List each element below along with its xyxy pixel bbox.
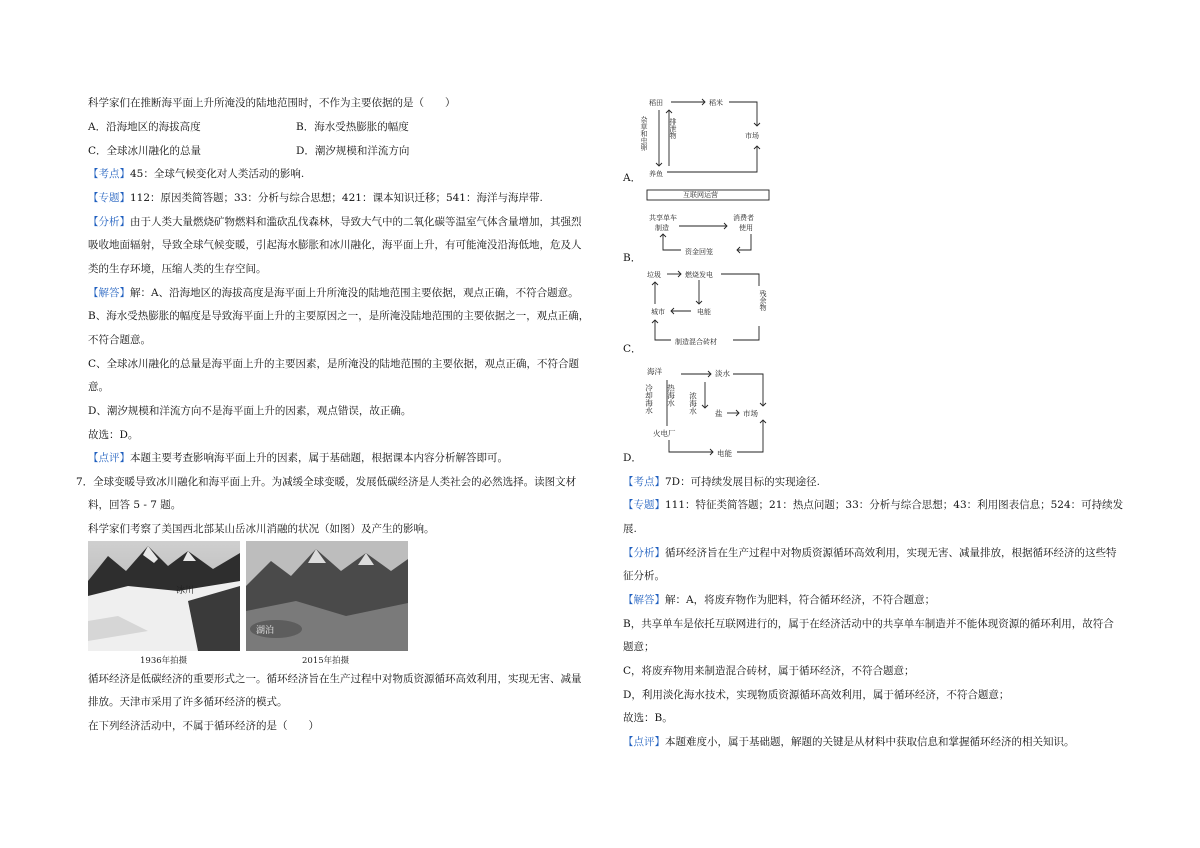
r-jieda-text: 解：A，将废弃物作为肥料，符合循环经济，不符合题意； bbox=[665, 594, 936, 606]
r-jieda-tag: 【解答】 bbox=[623, 594, 665, 606]
jieda-text: 解：A、沿海地区的海拔高度是海平面上升所淹没的陆地范围主要依据，观点正确，不符合题意。 bbox=[130, 287, 579, 299]
zhuanti-text: 112：原因类简答题；33：分析与综合思想；421：课本知识迁移；541：海洋与海岸带. bbox=[130, 192, 543, 204]
option-b-label: B． bbox=[623, 252, 642, 264]
fenxi-line-3: 类的生存环境，压缩人类的生存空间。 bbox=[88, 263, 267, 275]
glacier-label: 冰川 bbox=[176, 586, 195, 596]
diagC-residue: 残余物 bbox=[759, 290, 767, 311]
jieda-line bbox=[88, 286, 579, 300]
glacier-photo-2015 bbox=[246, 541, 408, 651]
jieda-line-7: 故选：D。 bbox=[88, 429, 139, 441]
r-jieda-line bbox=[623, 593, 935, 607]
diagC-electricity: 电能 bbox=[697, 308, 711, 316]
diagC-power: 燃烧发电 bbox=[685, 271, 713, 279]
r-fenxi-line bbox=[623, 546, 1117, 560]
r-kaodian-line bbox=[623, 475, 820, 489]
dianping-line bbox=[88, 451, 508, 465]
diagD-electricity: 电能 bbox=[717, 449, 732, 458]
diagA-rice-field: 稻田 bbox=[649, 99, 663, 107]
diagA-excrement: 排泄物 bbox=[669, 118, 677, 139]
paragraph-line-2: 排放。天津市采用了许多循环经济的模式。 bbox=[88, 696, 288, 708]
r-jieda-line-2: B，共享单车是依托互联网进行的，属于在经济活动中的共享单车制造并不能体现资源的循环利用，故符合 bbox=[623, 618, 1114, 630]
r-jieda-line-5: D，利用淡化海水技术，实现物质资源循环高效利用，属于循环经济，不符合题意； bbox=[623, 689, 1010, 701]
option-b: B．海水受热膨胀的幅度 bbox=[296, 121, 409, 133]
diagD-salt: 盐 bbox=[715, 409, 723, 418]
fenxi-tag: 【分析】 bbox=[88, 216, 130, 228]
option-c: C．全球冰川融化的总量 bbox=[88, 145, 202, 157]
question-8-stem: 在下列经济活动中，不属于循环经济的是（ ） bbox=[88, 720, 319, 732]
option-a-label: A． bbox=[623, 172, 642, 184]
diagD-hot-water: 热海水 bbox=[666, 384, 676, 407]
diagram-a bbox=[641, 96, 781, 180]
zhuanti-line bbox=[88, 191, 543, 205]
r-fenxi-line-2: 征分析。 bbox=[623, 570, 665, 582]
diagB-bike: 共享单车 bbox=[649, 214, 677, 222]
r-dianping-text: 本题难度小，属于基础题，解题的关键是从材料中获取信息和掌握循环经济的相关知识。 bbox=[665, 736, 1075, 748]
diagram-b bbox=[641, 188, 781, 260]
kaodian-line bbox=[88, 167, 304, 181]
option-d-label: D． bbox=[623, 452, 642, 464]
option-d: D．潮汐规模和洋流方向 bbox=[296, 145, 410, 157]
diagB-use: 使用 bbox=[739, 224, 753, 232]
r-fenxi-text: 循环经济旨在生产过程中对物质资源循环高效利用，实现无害、减量排放，根据循环经济的这些特 bbox=[665, 547, 1117, 559]
jieda-line-6: D、潮汐规模和洋流方向不是海平面上升的因素，观点错误，故正确。 bbox=[88, 405, 412, 417]
r-fenxi-tag: 【分析】 bbox=[623, 547, 665, 559]
jieda-tag: 【解答】 bbox=[88, 287, 130, 299]
r-dianping-line bbox=[623, 735, 1075, 749]
photo-caption-2015: 2015年拍摄 bbox=[302, 656, 350, 666]
r-zhuanti-line bbox=[623, 498, 1123, 512]
lake-label: 湖泊 bbox=[256, 626, 275, 636]
diagD-market: 市场 bbox=[743, 409, 758, 418]
diagB-consumer: 消费者 bbox=[733, 214, 754, 222]
dianping-tag: 【点评】 bbox=[88, 452, 130, 464]
r-zhuanti-line-2: 展. bbox=[623, 523, 637, 535]
jieda-line-3: 不符合题意。 bbox=[88, 334, 151, 346]
diagD-ocean: 海洋 bbox=[647, 367, 662, 376]
diagD-cooling-water: 冷却海水 bbox=[644, 384, 654, 414]
r-kaodian-tag: 【考点】 bbox=[623, 476, 665, 488]
r-kaodian-text: 7D：可持续发展目标的实现途径. bbox=[665, 476, 820, 488]
jieda-line-5: 意。 bbox=[88, 381, 109, 393]
r-zhuanti-tag: 【专题】 bbox=[623, 499, 665, 511]
diagD-freshwater: 淡水 bbox=[715, 369, 730, 378]
dianping-text: 本题主要考查影响海平面上升的因素，属于基础题，根据课本内容分析解答即可。 bbox=[130, 452, 508, 464]
diagA-fish: 养鱼 bbox=[649, 170, 663, 178]
diagA-weeds: 杂草和虫卵 bbox=[640, 116, 648, 151]
diagB-internet: 互联网运营 bbox=[683, 191, 718, 199]
diagC-garbage: 垃圾 bbox=[647, 271, 661, 279]
glacier-photo-1936 bbox=[88, 541, 240, 651]
fenxi-line-2: 吸收地面辐射，导致全球气候变暖，引起海水膨胀和冰川融化，海平面上升，有可能淹没沿海低地，危及人 bbox=[88, 239, 582, 251]
jieda-line-4: C、全球冰川融化的总量是海平面上升的主要因素，是所淹没的陆地范围的主要依据，观点正确，不符合题 bbox=[88, 358, 580, 370]
q7-line-1: 7．全球变暖导致冰川融化和海平面上升。为减缓全球变暖，发展低碳经济是人类社会的必然选择。读图文材 bbox=[76, 476, 577, 488]
r-zhuanti-text: 111：特征类简答题；21：热点问题；33：分析与综合思想；43：利用图表信息；524：可持续发 bbox=[665, 499, 1124, 511]
diagram-c bbox=[641, 268, 781, 352]
question-stem: 科学家们在推断海平面上升所淹没的陆地范围时，不作为主要依据的是（ ） bbox=[88, 97, 456, 109]
q7-line-3: 科学家们考察了美国西北部某山岳冰川消融的状况（如图）及产生的影响。 bbox=[88, 523, 435, 535]
diagD-brine: 浓海水 bbox=[688, 392, 698, 415]
diagC-brick: 制造混合砖材 bbox=[675, 338, 717, 346]
r-dianping-tag: 【点评】 bbox=[623, 736, 665, 748]
zhuanti-tag: 【专题】 bbox=[88, 192, 130, 204]
diagA-market: 市场 bbox=[745, 132, 759, 140]
option-c-label: C． bbox=[623, 343, 642, 355]
diagA-rice: 稻米 bbox=[709, 99, 723, 107]
q7-line-2: 料，回答 5 - 7 题。 bbox=[88, 499, 182, 511]
diagB-funds: 资金回笼 bbox=[685, 248, 713, 256]
diagB-manufacture: 制造 bbox=[655, 224, 669, 232]
paragraph-line-1: 循环经济是低碳经济的重要形式之一。循环经济旨在生产过程中对物质资源循环高效利用，实现无害、减量 bbox=[88, 673, 582, 685]
diagC-city: 城市 bbox=[651, 308, 665, 316]
diagram-d bbox=[641, 362, 781, 458]
r-jieda-line-4: C，将废弃物用来制造混合砖材，属于循环经济，不符合题意； bbox=[623, 665, 915, 677]
option-a: A．沿海地区的海拔高度 bbox=[88, 121, 201, 133]
fenxi-text: 由于人类大量燃烧矿物燃料和滥砍乱伐森林，导致大气中的二氧化碳等温室气体含量增加，其强烈 bbox=[130, 216, 582, 228]
diagD-power-plant: 火电厂 bbox=[653, 429, 676, 438]
photo-caption-1936: 1936年拍摄 bbox=[140, 656, 188, 666]
kaodian-text: 45：全球气候变化对人类活动的影响. bbox=[130, 168, 305, 180]
r-jieda-line-3: 题意； bbox=[623, 641, 655, 653]
r-jieda-line-6: 故选：B。 bbox=[623, 712, 673, 724]
fenxi-line bbox=[88, 215, 582, 229]
jieda-line-2: B、海水受热膨胀的幅度是导致海平面上升的主要原因之一，是所淹没陆地范围的主要依据之一，观点正确， bbox=[88, 310, 590, 322]
kaodian-tag: 【考点】 bbox=[88, 168, 130, 180]
